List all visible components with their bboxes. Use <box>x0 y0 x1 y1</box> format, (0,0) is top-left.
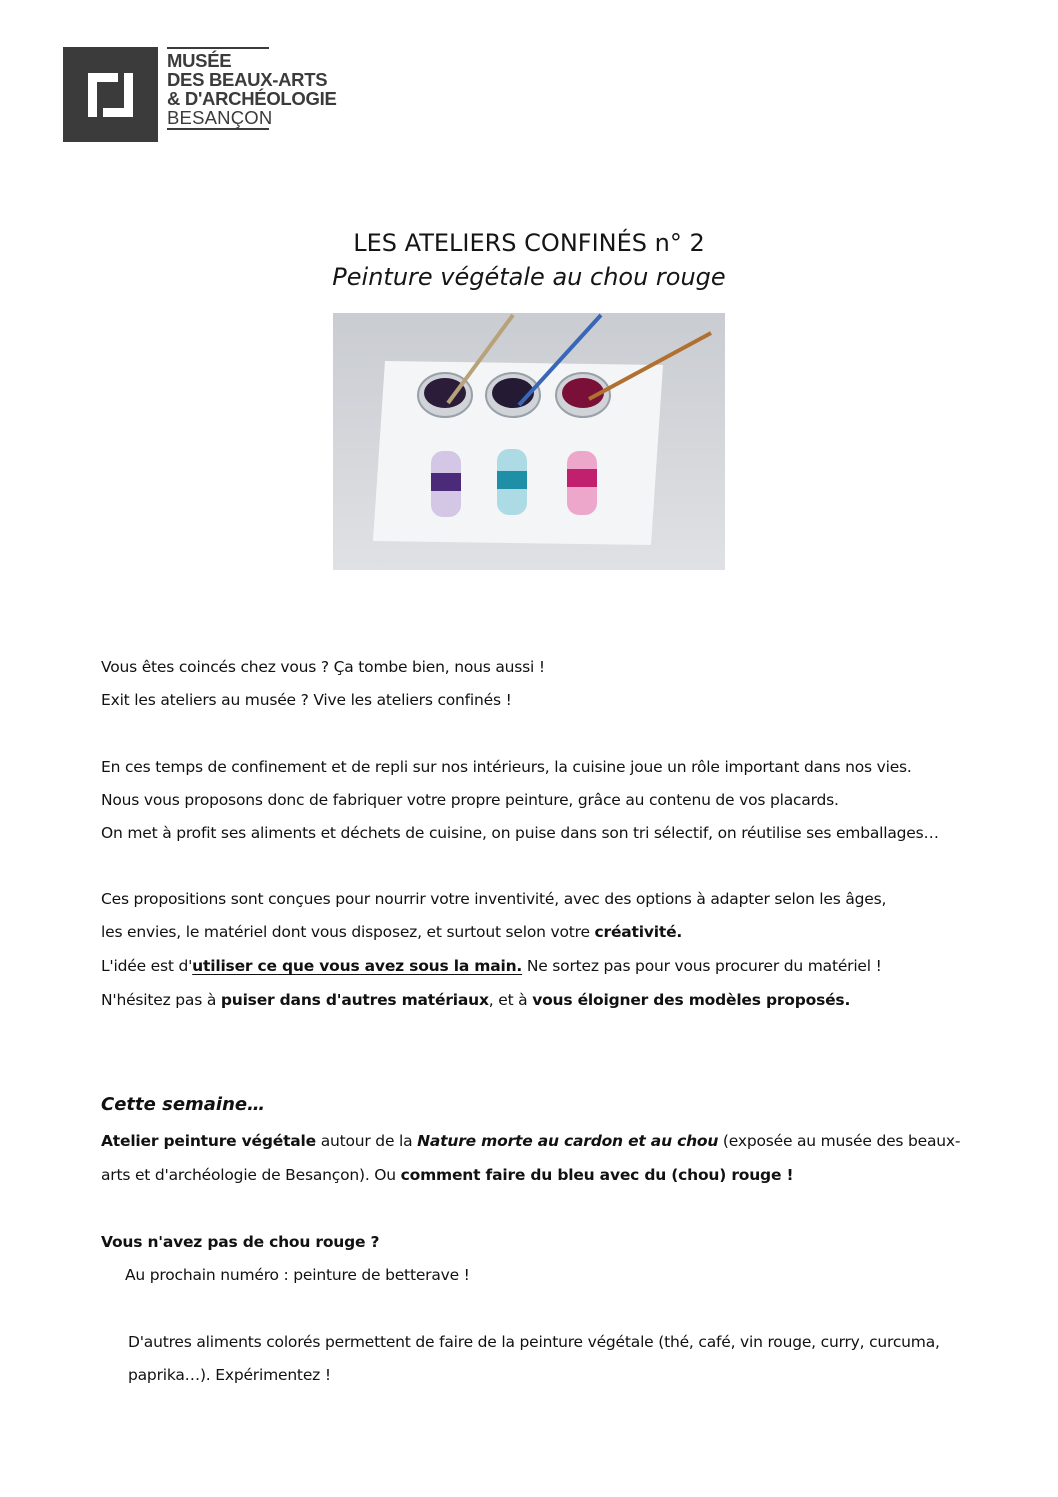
propositions-line-3-text-a: L'idée est d' <box>101 957 193 975</box>
logo-line-2: DES BEAUX-ARTS <box>167 69 328 90</box>
week-line-1 <box>101 1125 960 1158</box>
other-foods-line-2: paprika…). Expérimentez ! <box>128 1366 331 1384</box>
logo-wordmark <box>167 47 377 130</box>
week-line-1-text-d: (exposée au musée des beaux- <box>718 1132 961 1150</box>
no-cabbage-question <box>101 1226 379 1259</box>
week-line-1-text-b: autour de la <box>315 1132 418 1150</box>
propositions-line-3 <box>101 950 882 983</box>
emphasis-utiliser: utiliser ce que vous avez sous la main. <box>192 957 523 975</box>
no-cabbage-question-text: Vous n'avez pas de chou rouge ? <box>101 1233 380 1251</box>
context-line-1: En ces temps de confinement et de repli sur nos intérieurs, la cuisine joue un rôle important dans nos vies. <box>101 758 912 776</box>
swatch-purple <box>431 451 461 517</box>
swatch-blue <box>497 449 527 515</box>
propositions-line-2 <box>101 916 682 949</box>
emphasis-atelier: Atelier peinture végétale <box>101 1132 316 1150</box>
propositions-line-2-text: les envies, le matériel dont vous disposez, et surtout selon votre <box>101 923 595 941</box>
intro-line-1: Vous êtes coincés chez vous ? Ça tombe bien, nous aussi ! <box>101 658 545 676</box>
photo-illustration <box>333 313 725 570</box>
context-line-3: On met à profit ses aliments et déchets de cuisine, on puise dans son tri sélectif, on réutilise ses emballages… <box>101 824 939 842</box>
propositions-line-4-text-c: , et à <box>488 991 533 1009</box>
other-foods-line-1: D'autres aliments colorés permettent de faire de la peinture végétale (thé, café, vin rouge, curry, curcuma, <box>128 1333 940 1351</box>
jar-blue <box>486 373 540 417</box>
propositions-line-4 <box>101 984 850 1017</box>
logo-rule-top <box>167 47 269 49</box>
logo-bracket-icon <box>63 47 158 142</box>
week-line-2 <box>101 1159 793 1192</box>
logo-line-3: & D'ARCHÉOLOGIE <box>167 88 337 109</box>
week-line-2-text-a: arts et d'archéologie de Besançon). Ou <box>101 1166 401 1184</box>
context-line-2: Nous vous proposons donc de fabriquer votre propre peinture, grâce au contenu de vos placards. <box>101 791 839 809</box>
logo-city: BESANÇON <box>167 107 273 128</box>
next-issue-line: Au prochain numéro : peinture de betterave ! <box>125 1266 470 1284</box>
page-subtitle: Peinture végétale au chou rouge <box>332 263 726 291</box>
artwork-title: Nature morte au cardon et au chou <box>417 1132 719 1150</box>
museum-logo <box>63 47 383 143</box>
logo-line-1: MUSÉE <box>167 50 232 71</box>
swatch-magenta <box>567 451 597 515</box>
intro-line-2: Exit les ateliers au musée ? Vive les ateliers confinés ! <box>101 691 512 709</box>
section-heading-week: Cette semaine… <box>101 1094 266 1115</box>
page-title: LES ATELIERS CONFINÉS n° 2 <box>353 229 705 257</box>
emphasis-bleu: comment faire du bleu avec du (chou) rouge ! <box>400 1166 794 1184</box>
jar-magenta <box>556 373 610 417</box>
propositions-line-1: Ces propositions sont conçues pour nourrir votre inventivité, avec des options à adapter selon les âges, <box>101 890 887 908</box>
propositions-line-3-text-c: Ne sortez pas pour vous procurer du matériel ! <box>522 957 882 975</box>
logo-rule-bottom <box>167 128 269 130</box>
paint-jars-photo <box>333 313 725 570</box>
emphasis-creativite: créativité. <box>594 923 683 941</box>
propositions-line-4-text-a: N'hésitez pas à <box>101 991 221 1009</box>
logo-mark <box>63 47 158 142</box>
emphasis-eloigner: vous éloigner des modèles proposés. <box>532 991 851 1009</box>
emphasis-puiser: puiser dans d'autres matériaux <box>220 991 489 1009</box>
